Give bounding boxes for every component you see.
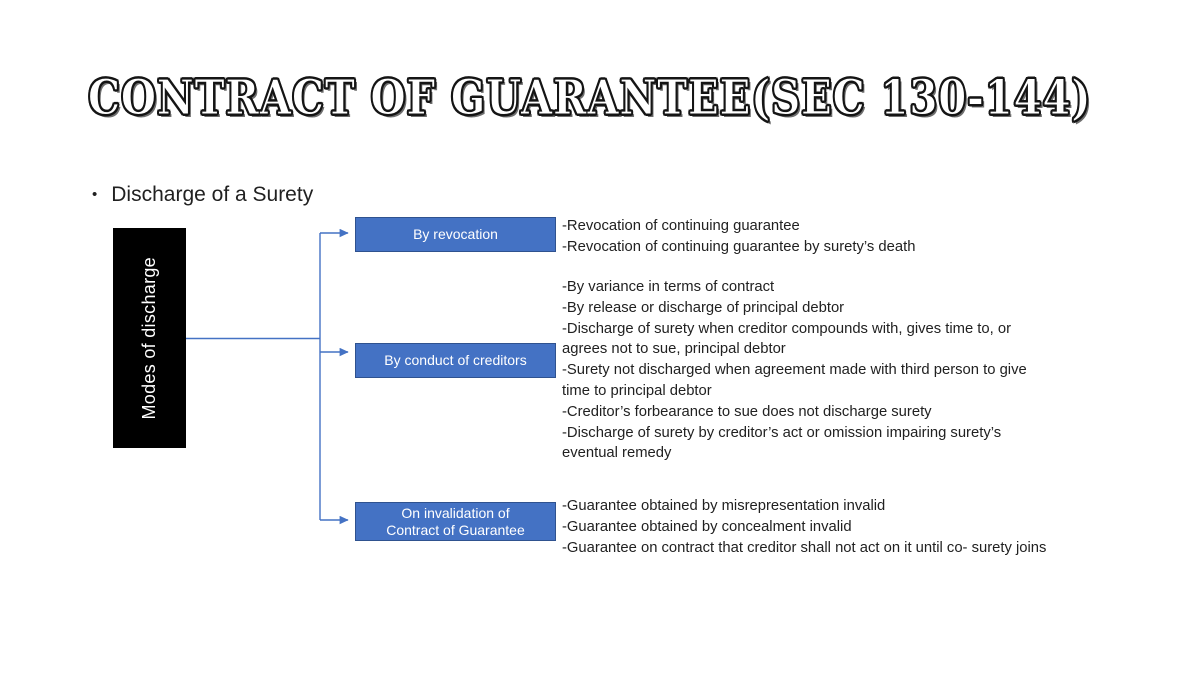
text-line: time to principal debtor (562, 382, 712, 399)
text-line: -Surety not discharged when agreement made with third person to give (562, 362, 1027, 379)
text-line: agrees not to sue, principal debtor (562, 341, 786, 358)
text-line: -By release or discharge of principal debtor (562, 299, 845, 316)
text-line: -Guarantee obtained by concealment invalid (562, 518, 852, 535)
text-line: -By variance in terms of contract (562, 279, 775, 295)
text-line: On invalidation of (401, 504, 510, 521)
node-by-conduct-of-creditors (355, 343, 556, 378)
node-on-invalidation (355, 502, 556, 541)
text-line: -Guarantee on contract that creditor shall not act on it until co- surety joins (562, 539, 1047, 556)
text-line: By revocation (413, 226, 498, 242)
text-line: -Revocation of continuing guarantee (562, 218, 800, 234)
text-line: -Discharge of surety when creditor compounds with, gives time to, or (562, 320, 1012, 337)
text-line: By conduct of creditors (384, 352, 527, 368)
details-on-invalidation (562, 496, 1122, 558)
bullet-icon: • (92, 186, 98, 203)
root-node-label: Modes of discharge (139, 256, 159, 420)
text-line: Contract of Guarantee (386, 521, 525, 538)
details-by-conduct-of-creditors (562, 277, 1122, 464)
root-node-modes-of-discharge (113, 228, 186, 448)
text-line: -Revocation of continuing guarantee by surety’s death (562, 238, 916, 255)
text-line: eventual remedy (562, 445, 672, 462)
bullet-text: Discharge of a Surety (111, 183, 314, 206)
text-line: -Creditor’s forbearance to sue does not discharge surety (562, 403, 932, 420)
bullet-item (92, 183, 313, 207)
text-line: -Discharge of surety by creditor’s act or omission impairing surety’s (562, 424, 1002, 441)
node-by-revocation (355, 217, 556, 252)
details-by-revocation (562, 216, 1122, 258)
slide-title: CONTRACT OF GUARANTEE(SEC 130-144) (88, 70, 1092, 126)
text-line: -Guarantee obtained by misrepresentation invalid (562, 498, 886, 514)
